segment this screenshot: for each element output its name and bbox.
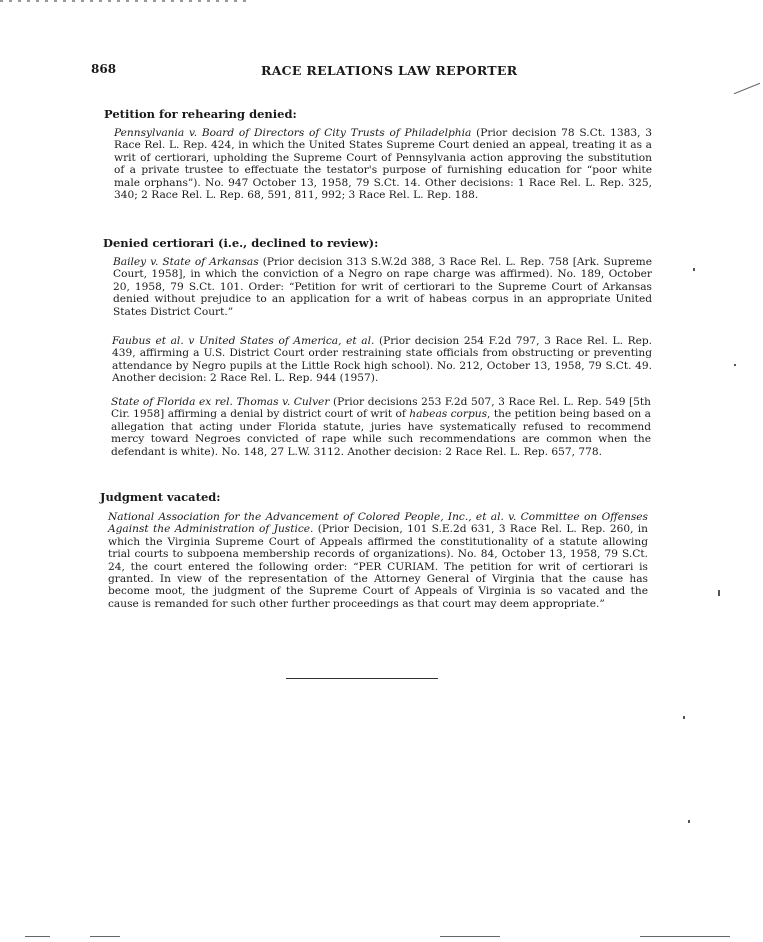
scan-speck bbox=[683, 716, 685, 719]
case-text: (Prior decision 78 S.Ct. 1383, 3 Race Rel. L. Rep. 424, in which the United States Supreme Court denied an appeal, treating it as a writ of certiorari, upholding the Supreme Court of Pennsylvania action approving the substitution of a private trustee to effectuate the testator's purpose of furnishing education for “poor white male orphans”). No. 947 October 13, 1958, 79 S.Ct. 14. Other decisions: 1 Race Rel. L. Rep. 325, 340; 2 Race Rel. L. Rep. 68, 591, 811, 992; 3 Race Rel. L. Rep. 188. bbox=[114, 127, 652, 202]
case-text: , the petition being based on a allegation that acting under Florida statute, juries have systematically refused to recommend mercy toward Negroes convicted of rape while such recommendations are common when the defendant is white). No. 148, 27 L.W. 3112. Another decision: 2 Race Rel. L. Rep. 657, 778. bbox=[111, 408, 651, 458]
section-heading-rehearing: Petition for rehearing denied: bbox=[104, 107, 297, 121]
scan-speck bbox=[693, 268, 695, 271]
entry-florida bbox=[111, 396, 651, 458]
section-heading-vacated: Judgment vacated: bbox=[100, 490, 221, 504]
case-name: National Association for the Advancement of Colored People, Inc., et al. v. Committee on Offenses Against the Administration of Justice. bbox=[108, 511, 648, 536]
case-text: (Prior decision 254 F.2d 797, 3 Race Rel. L. Rep. 439, affirming a U.S. District Court order restraining state officials from obstructing or preventing attendance by Negro pupils at the Little Rock high school). No. 212, October 13, 1958, 79 S.Ct. 49. Another decision: 2 Race Rel. L. Rep. 944 (1957). bbox=[112, 335, 652, 385]
page-header bbox=[91, 62, 651, 82]
entry-naacp bbox=[108, 511, 648, 610]
scan-edge-mark bbox=[25, 936, 50, 937]
margin-pen-mark bbox=[734, 83, 760, 94]
scan-edge-mark bbox=[0, 0, 250, 2]
end-rule bbox=[286, 678, 438, 679]
entry-pennsylvania bbox=[114, 127, 652, 201]
entry-faubus bbox=[112, 335, 652, 385]
scan-edge-mark bbox=[640, 936, 730, 937]
running-title: RACE RELATIONS LAW REPORTER bbox=[261, 63, 518, 78]
entry-bailey bbox=[113, 256, 652, 318]
case-text-italic: habeas corpus bbox=[409, 408, 488, 421]
case-text: (Prior decision 313 S.W.2d 388, 3 Race Rel. L. Rep. 758 [Ark. Supreme Court, 1958], in which the conviction of a Negro on rape charge was affirmed). No. 189, October 20, 1958, 79 S.Ct. 101. Order: “Petition for writ of certiorari to the Supreme Court of Arkansas denied without prejudice to an application for a writ of habeas corpus in an appropriate United States District Court.” bbox=[113, 256, 652, 318]
case-text: (Prior Decision, 101 S.E.2d 631, 3 Race Rel. L. Rep. 260, in which the Virginia Supreme Court of Appeals affirmed the constitutionality of a statute allowing trial courts to subpoena membership records of organizations). No. 84, October 13, 1958, 79 S.Ct. 24, the court entered the following order: “PER CURIAM. The petition for writ of certiorari is granted. In view of the representation of the Attorney General of Virginia that the cause has become moot, the judgment of the Supreme Court of Appeals of Virginia is so vacated and the cause is remanded for such other further proceedings as that court may deem appropriate.” bbox=[108, 523, 648, 610]
case-name: State of Florida ex rel. Thomas v. Culver bbox=[111, 396, 330, 408]
case-text: (Prior decisions 253 F.2d 507, 3 Race Rel. L. Rep. 549 [5th Cir. 1958] affirming a denial by district court of writ of bbox=[111, 396, 651, 421]
case-name: Pennsylvania v. Board of Directors of City Trusts of Philadelphia bbox=[114, 127, 472, 139]
section-heading-certiorari: Denied certiorari (i.e., declined to review): bbox=[103, 236, 379, 250]
scan-edge-mark bbox=[440, 936, 500, 937]
case-name: Faubus et al. v United States of America, et al. bbox=[112, 335, 375, 347]
scan-edge-mark bbox=[90, 936, 120, 937]
scan-speck bbox=[734, 364, 736, 366]
case-name: Bailey v. State of Arkansas bbox=[113, 256, 259, 268]
scan-speck bbox=[718, 590, 720, 596]
scan-speck bbox=[688, 820, 690, 823]
page-number: 868 bbox=[91, 62, 117, 76]
